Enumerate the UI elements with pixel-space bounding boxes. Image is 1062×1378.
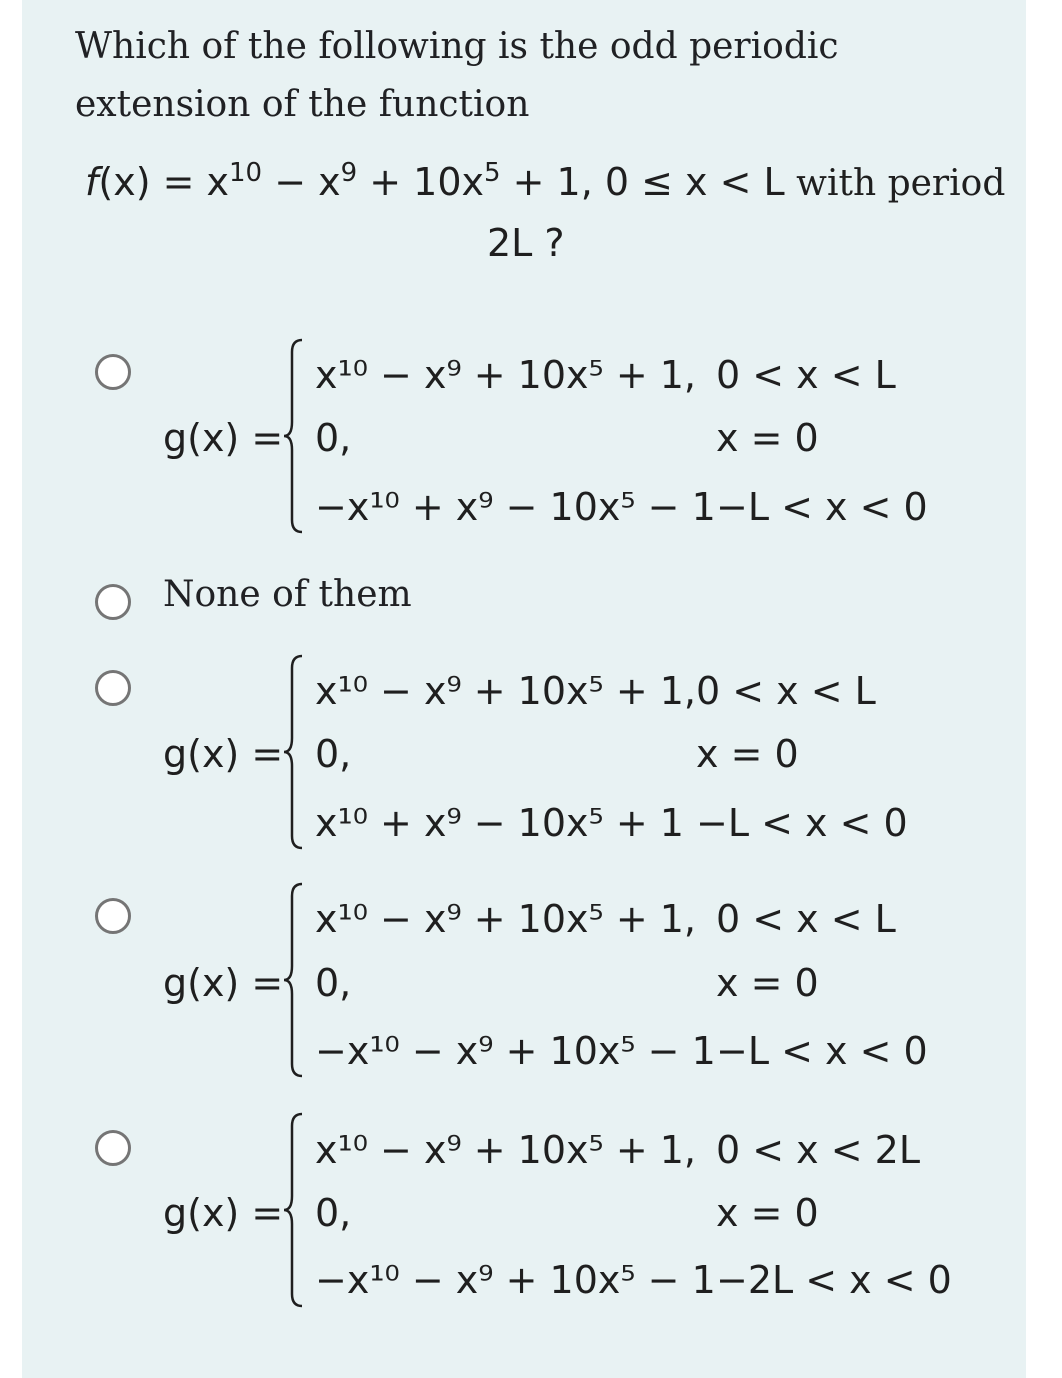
option-2-label: None of them [163, 574, 412, 615]
option-5-g-label: g(x) = [163, 1191, 284, 1235]
function-definition: $f(x) = x^{10} - x^9 + 10x^5 + 1$, 0 ≤ x < L with period [85, 158, 1006, 204]
option-1-row-2-cond: x = 0 [716, 416, 819, 460]
option-1-row-3-cond: −L < x < 0 [716, 485, 928, 529]
option-4-g-label: g(x) = [163, 961, 284, 1005]
option-3-row-3-cond: −L < x < 0 [696, 801, 908, 845]
option-1-row-3-expr: −x¹⁰ + x⁹ − 10x⁵ − 1 [315, 485, 716, 529]
option-3-row-2-expr: 0, [315, 732, 352, 776]
option-1-g-label: g(x) = [163, 416, 284, 460]
option-3-radio[interactable] [95, 670, 131, 706]
option-5-radio[interactable] [95, 1130, 131, 1166]
option-4-brace [284, 882, 306, 1078]
option-4-row-2-cond: x = 0 [716, 961, 819, 1005]
option-1-row-2-expr: 0, [315, 416, 352, 460]
option-1-brace [284, 338, 306, 534]
option-5-row-1-cond: 0 < x < 2L [716, 1128, 921, 1172]
option-4-row-3-cond: −L < x < 0 [716, 1029, 928, 1073]
option-4-row-1-cond: 0 < x < L [716, 897, 896, 941]
question-text: Which of the following is the odd periodic extension of the function [75, 26, 839, 125]
option-4-row-1-expr: x¹⁰ − x⁹ + 10x⁵ + 1, [315, 897, 697, 941]
function-period: 2L ? [487, 221, 565, 265]
option-3-brace [284, 654, 306, 850]
option-3-row-1-cond: 0 < x < L [696, 669, 876, 713]
option-5-row-3-cond: −2L < x < 0 [716, 1258, 952, 1302]
option-3-row-2-cond: x = 0 [696, 732, 799, 776]
option-3-row-3-expr: x¹⁰ + x⁹ − 10x⁵ + 1 [315, 801, 684, 845]
option-5-row-3-expr: −x¹⁰ − x⁹ + 10x⁵ − 1 [315, 1258, 716, 1302]
option-5-brace [284, 1112, 306, 1308]
option-3-row-1-expr: x¹⁰ − x⁹ + 10x⁵ + 1, [315, 669, 697, 713]
option-1-row-1-expr: x¹⁰ − x⁹ + 10x⁵ + 1, [315, 353, 697, 397]
option-4-row-3-expr: −x¹⁰ − x⁹ + 10x⁵ − 1 [315, 1029, 716, 1073]
option-4-row-2-expr: 0, [315, 961, 352, 1005]
option-3-g-label: g(x) = [163, 732, 284, 776]
option-4-radio[interactable] [95, 898, 131, 934]
option-1-row-1-cond: 0 < x < L [716, 353, 896, 397]
option-2-radio[interactable] [95, 584, 131, 620]
option-5-row-1-expr: x¹⁰ − x⁹ + 10x⁵ + 1, [315, 1128, 697, 1172]
option-5-row-2-cond: x = 0 [716, 1191, 819, 1235]
option-1-radio[interactable] [95, 354, 131, 390]
function-name: f [85, 160, 99, 204]
option-5-row-2-expr: 0, [315, 1191, 352, 1235]
